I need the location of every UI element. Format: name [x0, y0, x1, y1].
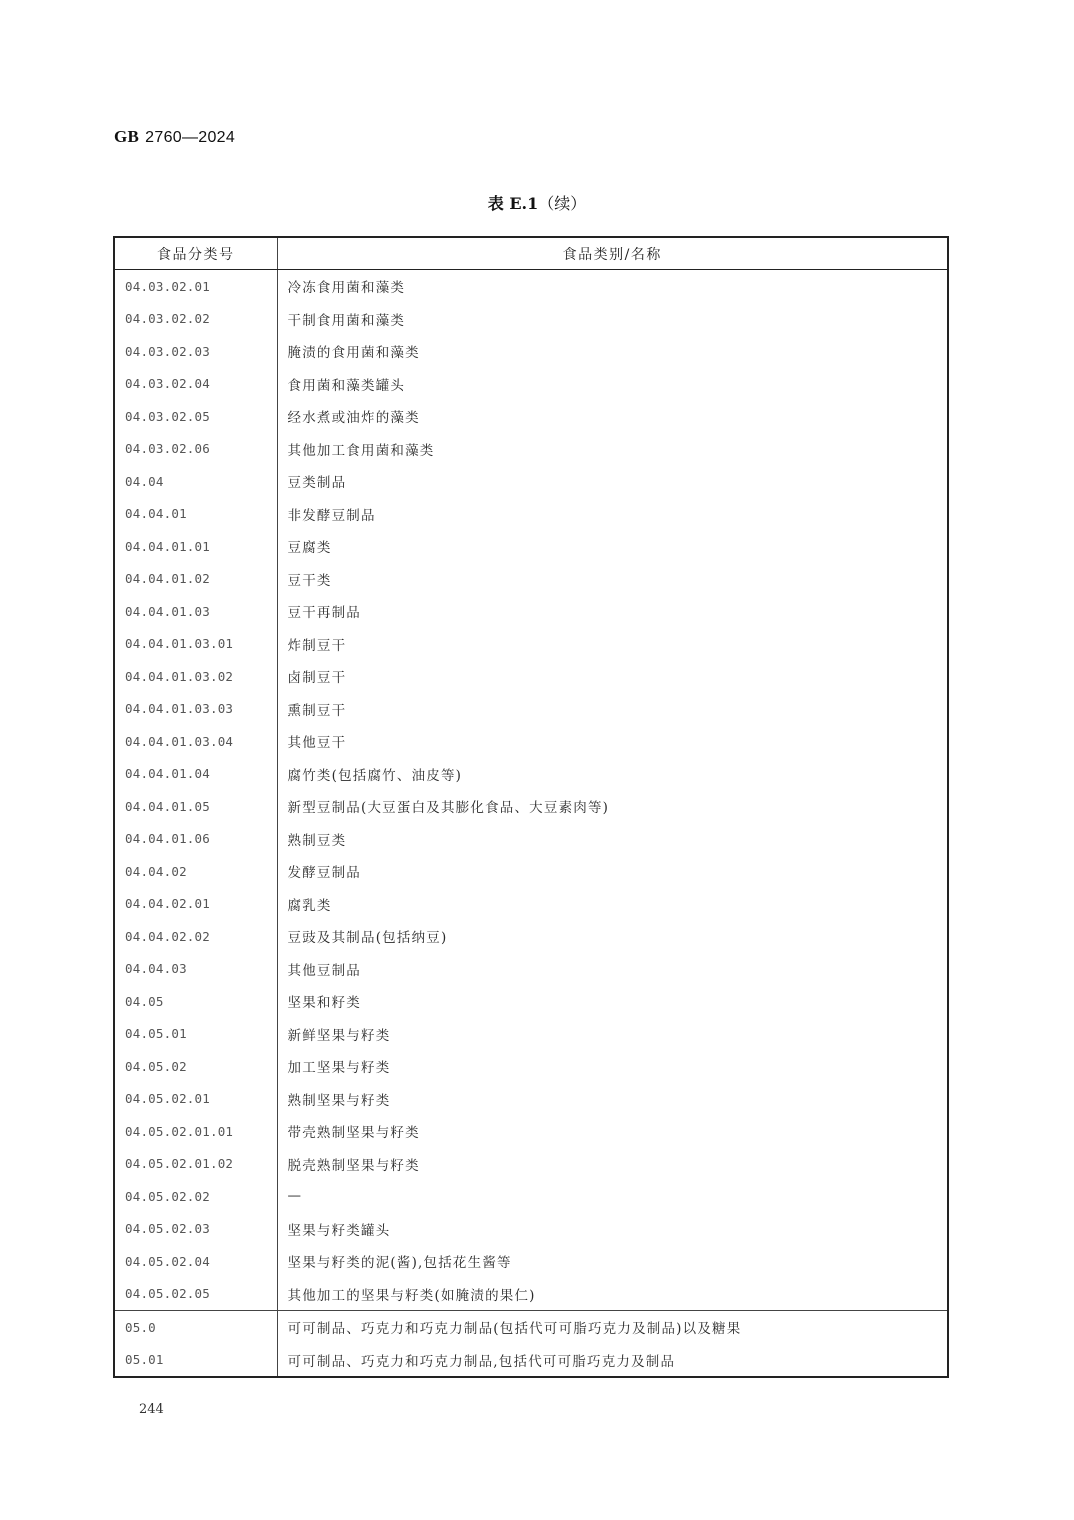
food-classification-table — [113, 236, 949, 1378]
food-category-code: 04.05.02 — [114, 1050, 277, 1083]
food-category-name: 坚果与籽类的泥(酱),包括花生酱等 — [287, 1255, 512, 1272]
food-category-name: 其他加工食用菌和藻类 — [287, 442, 435, 459]
column-header-code: 食品分类号 — [114, 237, 277, 270]
table-row — [114, 1245, 948, 1278]
food-category-code: 04.04.01.03.03 — [114, 693, 277, 726]
food-category-code: 04.04 — [114, 465, 277, 498]
food-category-name: 其他豆干 — [287, 735, 347, 752]
food-category-name: 新型豆制品(大豆蛋白及其膨化食品、大豆素肉等) — [287, 800, 610, 817]
table-row — [114, 1344, 948, 1378]
food-category-name: 腐竹类(包括腐竹、油皮等) — [287, 767, 463, 784]
table-row — [114, 530, 948, 563]
table-title-label: 表 E.1 — [487, 194, 539, 213]
food-category-name: 脱壳熟制坚果与籽类 — [287, 1157, 420, 1174]
food-category-code: 04.04.01.02 — [114, 563, 277, 596]
table-row — [114, 725, 948, 758]
food-category-code: 05.01 — [114, 1344, 277, 1378]
food-category-name: 腌渍的食用菌和藻类 — [287, 345, 420, 362]
food-category-name: 食用菌和藻类罐头 — [287, 377, 406, 394]
table-row — [114, 335, 948, 368]
column-header-name: 食品类别/名称 — [277, 237, 948, 270]
table-row — [114, 758, 948, 791]
table-row — [114, 1180, 948, 1213]
table-row — [114, 400, 948, 433]
food-category-code: 04.05.02.05 — [114, 1278, 277, 1311]
food-category-code: 04.05.02.04 — [114, 1245, 277, 1278]
table-header-row — [114, 237, 948, 270]
food-category-code: 04.04.03 — [114, 953, 277, 986]
food-category-name: 豆豉及其制品(包括纳豆) — [287, 930, 448, 947]
table-row — [114, 1018, 948, 1051]
standard-code — [114, 127, 235, 147]
food-category-code: 04.03.02.01 — [114, 270, 277, 303]
table-row — [114, 1311, 948, 1344]
food-category-code: 04.04.01.03.01 — [114, 628, 277, 661]
table-row — [114, 790, 948, 823]
food-category-name: 豆干再制品 — [287, 605, 361, 622]
food-category-name: 豆干类 — [287, 572, 332, 589]
food-category-name: 干制食用菌和藻类 — [287, 312, 406, 329]
table-row — [114, 1278, 948, 1311]
standard-number: 2760—2024 — [145, 129, 236, 146]
table-row — [114, 693, 948, 726]
food-category-code: 04.05.02.01.02 — [114, 1148, 277, 1181]
food-category-code: 04.03.02.03 — [114, 335, 277, 368]
table-row — [114, 563, 948, 596]
food-category-name: 新鲜坚果与籽类 — [287, 1027, 391, 1044]
table-row — [114, 595, 948, 628]
food-category-name: 冷冻食用菌和藻类 — [287, 280, 406, 297]
food-category-code: 04.05.02.02 — [114, 1180, 277, 1213]
food-category-code: 04.05.02.01 — [114, 1083, 277, 1116]
table-row — [114, 270, 948, 303]
food-category-name: 豆腐类 — [287, 540, 332, 557]
food-category-name: 带壳熟制坚果与籽类 — [287, 1125, 420, 1142]
food-category-code: 04.03.02.06 — [114, 433, 277, 466]
food-category-code: 04.04.01.03.02 — [114, 660, 277, 693]
table-row — [114, 855, 948, 888]
table-row — [114, 920, 948, 953]
food-category-code: 04.04.02.01 — [114, 888, 277, 921]
food-category-name: 非发酵豆制品 — [287, 507, 376, 524]
table-row — [114, 823, 948, 856]
table-row — [114, 465, 948, 498]
standard-prefix: GB — [114, 127, 140, 146]
food-category-name: 可可制品、巧克力和巧克力制品,包括代可可脂巧克力及制品 — [287, 1353, 676, 1370]
food-category-code: 04.04.01.01 — [114, 530, 277, 563]
food-category-code: 05.0 — [114, 1311, 277, 1344]
table-row — [114, 1213, 948, 1246]
food-category-code: 04.04.01.06 — [114, 823, 277, 856]
food-category-name: 熟制坚果与籽类 — [287, 1092, 391, 1109]
food-category-code: 04.04.01.04 — [114, 758, 277, 791]
food-category-name: 发酵豆制品 — [287, 865, 361, 882]
food-category-name: 其他豆制品 — [287, 962, 361, 979]
table-row — [114, 368, 948, 401]
food-category-code: 04.04.01.03.04 — [114, 725, 277, 758]
food-category-code: 04.05 — [114, 985, 277, 1018]
page-number: 244 — [139, 1402, 164, 1417]
food-category-code: 04.04.01 — [114, 498, 277, 531]
food-category-name: 豆类制品 — [287, 475, 347, 492]
food-category-code: 04.04.02 — [114, 855, 277, 888]
food-category-name: 炸制豆干 — [287, 637, 347, 654]
table-row — [114, 660, 948, 693]
table-row — [114, 433, 948, 466]
food-category-name: 可可制品、巧克力和巧克力制品(包括代可可脂巧克力及制品)以及糖果 — [277, 1311, 948, 1344]
table-title — [0, 191, 1074, 214]
table-row — [114, 628, 948, 661]
food-category-name: 经水煮或油炸的藻类 — [287, 410, 420, 427]
table-body — [114, 270, 948, 1378]
food-category-name: 卤制豆干 — [287, 670, 347, 687]
table-row — [114, 953, 948, 986]
food-category-code: 04.04.01.05 — [114, 790, 277, 823]
food-category-code: 04.04.01.03 — [114, 595, 277, 628]
food-category-name: 坚果和籽类 — [287, 995, 361, 1012]
table-row — [114, 985, 948, 1018]
food-category-name: 熟制豆类 — [287, 832, 347, 849]
table-row — [114, 1148, 948, 1181]
food-category-code: 04.05.02.03 — [114, 1213, 277, 1246]
food-category-name: — — [287, 1188, 303, 1205]
food-category-name: 坚果与籽类罐头 — [287, 1222, 391, 1239]
table-row — [114, 1050, 948, 1083]
table-row — [114, 498, 948, 531]
table-row — [114, 303, 948, 336]
table-row — [114, 1083, 948, 1116]
food-category-code: 04.05.02.01.01 — [114, 1115, 277, 1148]
food-category-code: 04.05.01 — [114, 1018, 277, 1051]
food-category-code: 04.03.02.02 — [114, 303, 277, 336]
table-row — [114, 1115, 948, 1148]
food-category-name: 腐乳类 — [287, 897, 332, 914]
food-category-code: 04.03.02.04 — [114, 368, 277, 401]
food-category-name: 其他加工的坚果与籽类(如腌渍的果仁) — [287, 1287, 536, 1304]
table-title-suffix: （续） — [538, 196, 587, 213]
food-category-name: 加工坚果与籽类 — [287, 1060, 391, 1077]
table-row — [114, 888, 948, 921]
food-category-code: 04.04.02.02 — [114, 920, 277, 953]
food-category-code: 04.03.02.05 — [114, 400, 277, 433]
food-category-name: 熏制豆干 — [287, 702, 347, 719]
